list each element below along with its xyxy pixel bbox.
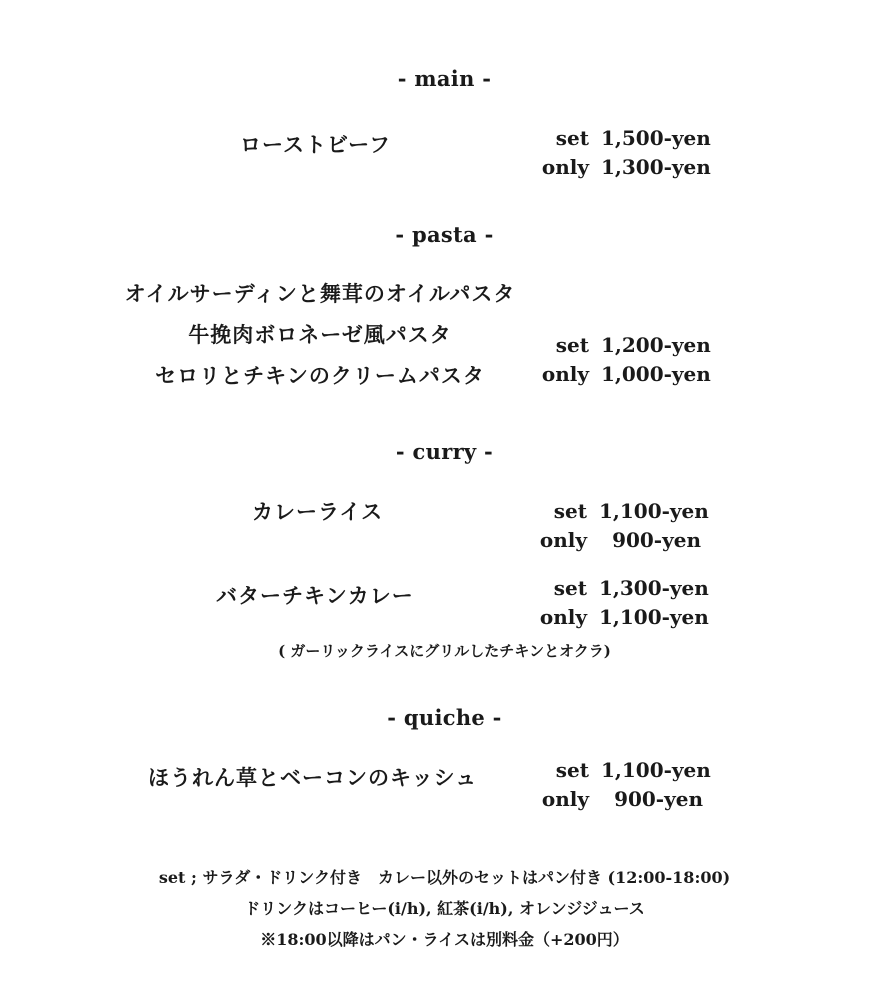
dish-oil-sardine-pasta: オイルサーディンと舞茸のオイルパスタ	[124, 281, 516, 306]
only-price: 1,300-yen	[601, 155, 711, 179]
price-block-pasta	[520, 331, 711, 389]
dish-butter-chicken-curry: バターチキンカレー	[216, 583, 414, 608]
set-label: set	[553, 576, 587, 600]
set-label: set	[555, 758, 589, 782]
only-price-row	[518, 603, 709, 632]
section-heading-main: - main -	[397, 66, 492, 91]
set-price-row	[518, 497, 709, 526]
set-price-row	[520, 124, 711, 153]
set-label: set	[555, 333, 589, 357]
set-price-row	[520, 756, 711, 785]
footer-extra-charge: ※18:00以降はパン・ライスは別料金（+200円）	[260, 930, 629, 949]
footer-drink-info: ドリンクはコーヒー(i/h), 紅茶(i/h), オレンジジュース	[244, 899, 645, 918]
price-block-quiche	[520, 756, 711, 814]
set-price-row	[520, 331, 711, 360]
price-block-butter-chicken	[518, 574, 709, 632]
section-heading-pasta: - pasta -	[395, 222, 494, 247]
set-price: 1,200-yen	[601, 333, 711, 357]
only-price: 900-yen	[612, 528, 701, 552]
only-label: only	[541, 787, 589, 811]
set-price: 1,300-yen	[599, 576, 709, 600]
set-label: set	[555, 126, 589, 150]
dish-celery-chicken-pasta: セロリとチキンのクリームパスタ	[155, 363, 485, 388]
price-block-main	[520, 124, 711, 182]
set-price-row	[518, 574, 709, 603]
dish-bolognese-pasta: 牛挽肉ボロネーゼ風パスタ	[188, 322, 452, 347]
only-price-row	[520, 360, 711, 389]
only-label: only	[541, 155, 589, 179]
only-price-row	[520, 153, 711, 182]
set-label: set	[553, 499, 587, 523]
butter-chicken-note: ( ガーリックライスにグリルしたチキンとオクラ)	[278, 642, 611, 660]
only-label: only	[539, 528, 587, 552]
set-price: 1,500-yen	[601, 126, 711, 150]
only-label: only	[541, 362, 589, 386]
set-price: 1,100-yen	[599, 499, 709, 523]
dish-curry-rice: カレーライス	[252, 499, 384, 524]
only-price: 1,000-yen	[601, 362, 711, 386]
set-price: 1,100-yen	[601, 758, 711, 782]
dish-roast-beef: ローストビーフ	[240, 132, 392, 157]
only-price-row	[520, 785, 703, 814]
only-label: only	[539, 605, 587, 629]
dish-spinach-bacon-quiche: ほうれん草とベーコンのキッシュ	[148, 765, 478, 790]
only-price: 1,100-yen	[599, 605, 709, 629]
section-heading-curry: - curry -	[395, 439, 494, 464]
price-block-curry-rice	[518, 497, 709, 555]
only-price-row	[518, 526, 701, 555]
footer-set-info: set ; サラダ・ドリンク付き カレー以外のセットはパン付き (12:00-18:00)	[158, 868, 731, 887]
only-price: 900-yen	[614, 787, 703, 811]
section-heading-quiche: - quiche -	[387, 705, 502, 730]
